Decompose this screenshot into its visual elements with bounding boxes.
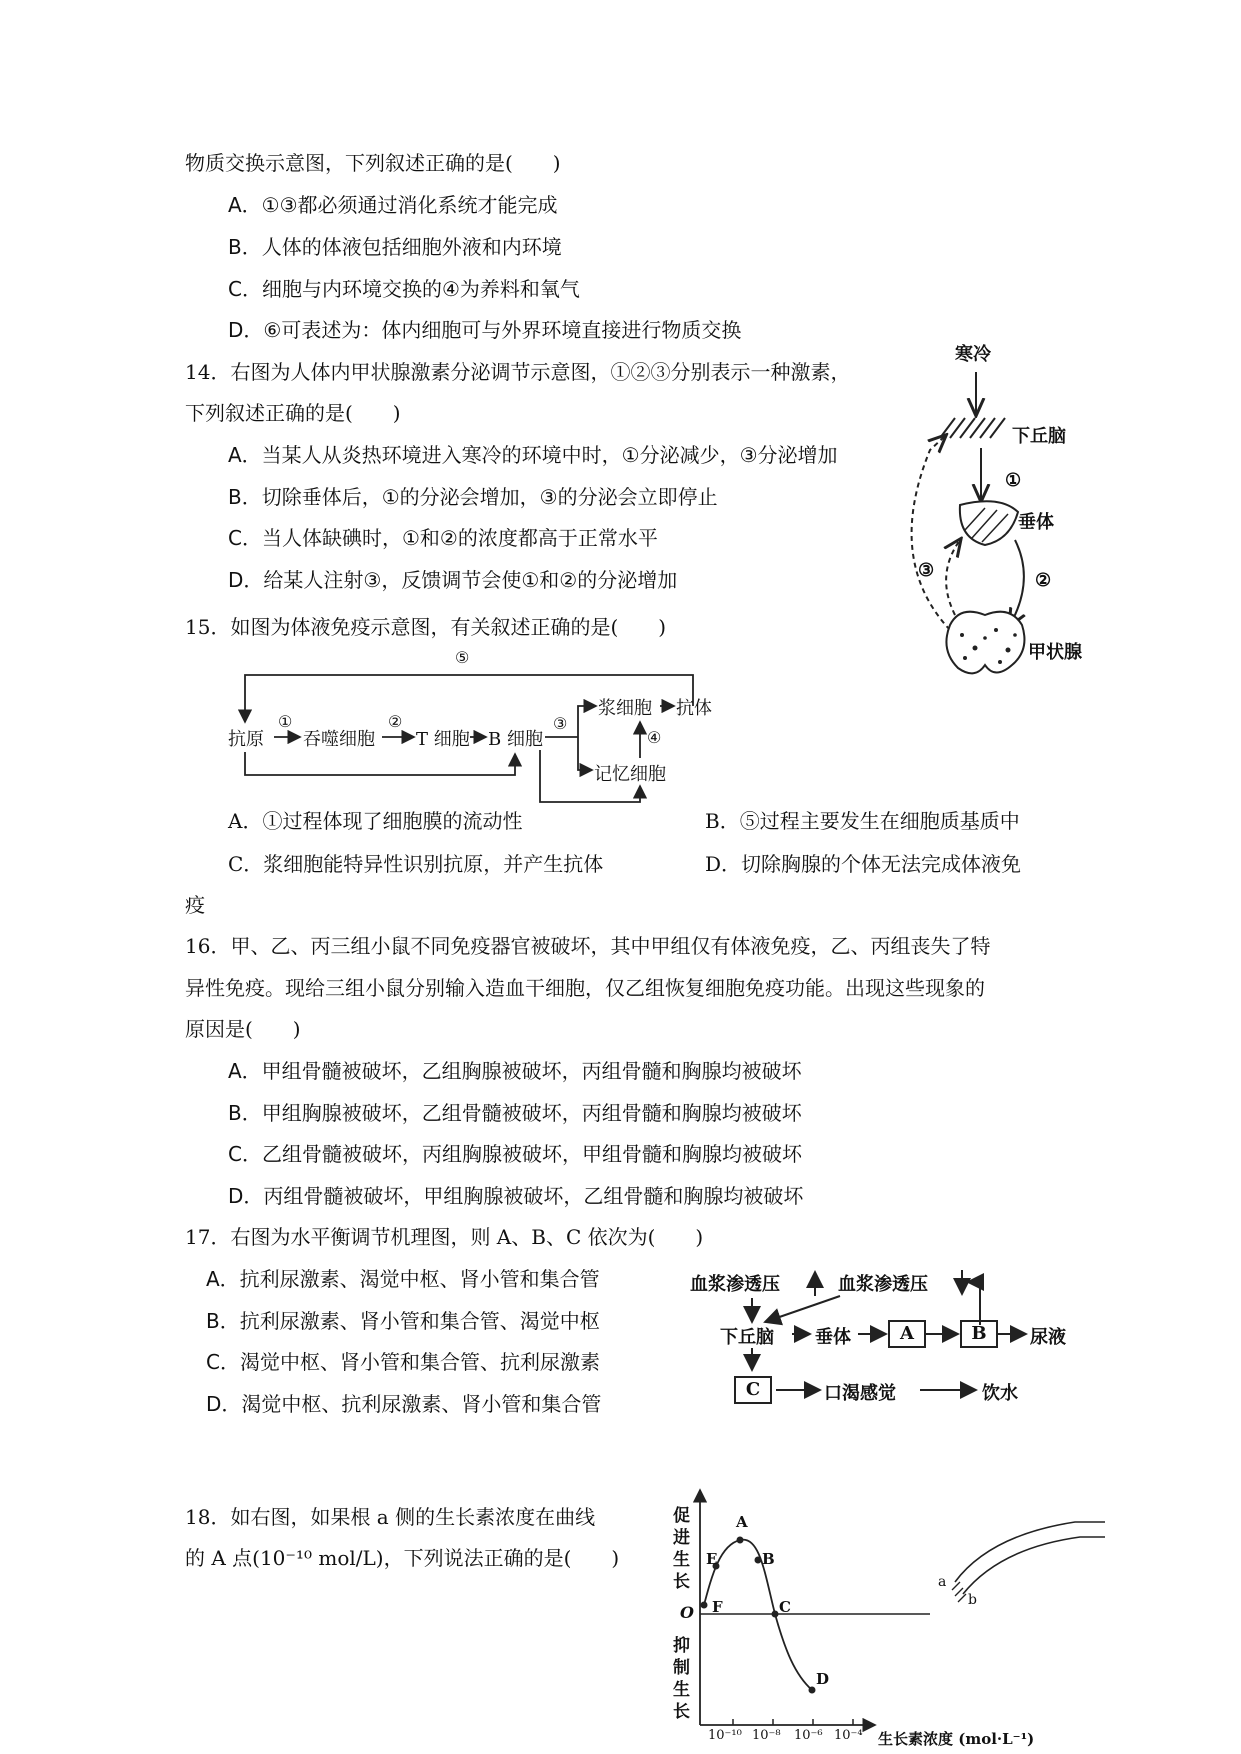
tick-label-1e-10: 10⁻¹⁰ — [708, 1728, 742, 1743]
q15-option-d-continued: 疫 — [185, 893, 205, 917]
q18-stem-line2: 的 A 点(10⁻¹⁰ mol/L)，下列说法正确的是( ) — [185, 1546, 620, 1570]
label-point-e: E — [706, 1550, 718, 1568]
label-point-c: C — [779, 1598, 791, 1616]
q18-stem-line1: 18．如右图，如果根 a 侧的生长素浓度在曲线 — [185, 1505, 596, 1529]
q15-stem: 15．如图为体液免疫示意图，有关叙述正确的是( ) — [185, 615, 667, 639]
q17-option-c[interactable]: C．渴觉中枢、肾小管和集合管、抗利尿激素 — [206, 1350, 600, 1374]
root-outer — [955, 1522, 1105, 1582]
label-thyroid: 甲状腺 — [1028, 642, 1082, 663]
q13-option-c[interactable]: C．细胞与内环境交换的④为养料和氧气 — [228, 277, 580, 301]
label-hypothalamus: 下丘脑 — [1012, 426, 1066, 447]
label-h3: ③ — [918, 560, 935, 581]
q15-option-c[interactable]: C．浆细胞能特异性识别抗原，并产生抗体 — [228, 852, 604, 876]
label-osm-up: 血浆渗透压 — [690, 1274, 780, 1295]
q16-option-b[interactable]: B．甲组胸腺被破坏，乙组骨髓被破坏，丙组骨髓和胸腺均被破坏 — [228, 1101, 802, 1125]
point-d — [809, 1687, 816, 1694]
label-pituitary: 垂体 — [1018, 512, 1054, 533]
label-thirst: 口渴感觉 — [824, 1383, 896, 1404]
label-point-d: D — [816, 1670, 830, 1688]
q15-option-b[interactable]: B．⑤过程主要发生在细胞质基质中 — [705, 809, 1020, 833]
q16-stem-line1: 16．甲、乙、丙三组小鼠不同免疫器官被破坏，其中甲组仅有体液免疫，乙、丙组丧失了特 — [185, 934, 991, 958]
label-cold: 寒冷 — [955, 344, 991, 365]
q17-option-d[interactable]: D．渴觉中枢、抗利尿激素、肾小管和集合管 — [206, 1392, 602, 1416]
box-b: B — [960, 1320, 998, 1348]
q17-option-a[interactable]: A．抗利尿激素、渴觉中枢、肾小管和集合管 — [206, 1267, 600, 1291]
tick-label-1e-4: 10⁻⁴ — [834, 1728, 863, 1743]
point-b — [755, 1557, 762, 1564]
q15-option-d[interactable]: D．切除胸腺的个体无法完成体液免 — [705, 852, 1022, 876]
q16-option-a[interactable]: A．甲组骨髓被破坏，乙组胸腺被破坏，丙组骨髓和胸腺均被破坏 — [228, 1059, 802, 1083]
q17-stem: 17．右图为水平衡调节机理图，则 A、B、C 依次为( ) — [185, 1225, 704, 1249]
point-c — [772, 1611, 779, 1618]
root-inner — [963, 1537, 1105, 1594]
q13-option-d[interactable]: D．⑥可表述为：体内细胞可与外界环境直接进行物质交换 — [228, 318, 742, 342]
label-p4: ④ — [647, 728, 662, 747]
label-p2: ② — [388, 712, 403, 731]
q16-stem-line3: 原因是( ) — [185, 1017, 301, 1041]
label-b-cell: B 细胞 — [488, 729, 543, 750]
q16-option-d[interactable]: D．丙组骨髓被破坏，甲组胸腺被破坏，乙组骨髓和胸腺均被破坏 — [228, 1184, 804, 1208]
label-root-a: a — [938, 1574, 947, 1590]
label-drink: 饮水 — [982, 1383, 1018, 1404]
label-y-positive: 促进生长 — [673, 1506, 690, 1592]
label-root-b: b — [968, 1592, 977, 1608]
label-p5: ⑤ — [455, 648, 470, 667]
box-c: C — [734, 1376, 772, 1404]
label-hypothalamus-17: 下丘脑 — [720, 1327, 774, 1348]
q16-stem-line2: 异性免疫。现给三组小鼠分别输入造血干细胞，仅乙组恢复细胞免疫功能。出现这些现象的 — [185, 976, 985, 1000]
q14-stem-line2: 下列叙述正确的是( ) — [185, 401, 401, 425]
q16-option-c[interactable]: C．乙组骨髓被破坏，丙组胸腺被破坏，甲组骨髓和胸腺均被破坏 — [228, 1142, 802, 1166]
label-memory-cell: 记忆细胞 — [594, 764, 666, 785]
label-osm-down: 血浆渗透压 — [838, 1274, 928, 1295]
q17-option-b[interactable]: B．抗利尿激素、肾小管和集合管、渴觉中枢 — [206, 1309, 600, 1333]
label-t-cell: T 细胞 — [416, 729, 470, 750]
label-y-negative: 抑制生长 — [673, 1636, 690, 1722]
label-h1: ① — [1005, 470, 1022, 491]
label-point-f: F — [712, 1598, 723, 1616]
point-f — [701, 1602, 708, 1609]
label-plasma-cell: 浆细胞 — [598, 698, 652, 719]
label-point-a: A — [736, 1513, 748, 1531]
q14-option-a[interactable]: A．当某人从炎热环境进入寒冷的环境中时，①分泌减少，③分泌增加 — [228, 443, 838, 467]
tick-label-1e-6: 10⁻⁶ — [794, 1728, 823, 1743]
q14-option-b[interactable]: B．切除垂体后，①的分泌会增加，③的分泌会立即停止 — [228, 485, 718, 509]
q14-option-c[interactable]: C．当人体缺碘时，①和②的浓度都高于正常水平 — [228, 526, 658, 550]
label-p1: ① — [278, 712, 293, 731]
label-p3: ③ — [553, 714, 568, 733]
label-h2: ② — [1035, 570, 1052, 591]
label-origin: O — [680, 1603, 694, 1622]
label-pituitary-17: 垂体 — [815, 1327, 851, 1348]
label-phagocyte: 吞噬细胞 — [303, 729, 375, 750]
q13-option-b[interactable]: B．人体的体液包括细胞外液和内环境 — [228, 235, 562, 259]
label-antibody: 抗体 — [676, 698, 712, 719]
x-axis-label: 生长素浓度 (mol·L⁻¹) — [878, 1730, 1035, 1748]
tick-label-1e-8: 10⁻⁸ — [752, 1728, 781, 1743]
box-a: A — [888, 1320, 926, 1348]
label-antigen: 抗原 — [228, 729, 264, 750]
q14-option-d[interactable]: D．给某人注射③，反馈调节会使①和②的分泌增加 — [228, 568, 678, 592]
point-a — [737, 1537, 744, 1544]
q15-option-a[interactable]: A．①过程体现了细胞膜的流动性 — [228, 809, 523, 833]
q13-option-a[interactable]: A．①③都必须通过消化系统才能完成 — [228, 193, 558, 217]
label-point-b: B — [762, 1550, 775, 1568]
q13-stem: 物质交换示意图，下列叙述正确的是( ) — [185, 151, 561, 175]
q14-stem-line1: 14．右图为人体内甲状腺激素分泌调节示意图，①②③分别表示一种激素， — [185, 360, 851, 384]
label-urine: 尿液 — [1030, 1327, 1066, 1348]
